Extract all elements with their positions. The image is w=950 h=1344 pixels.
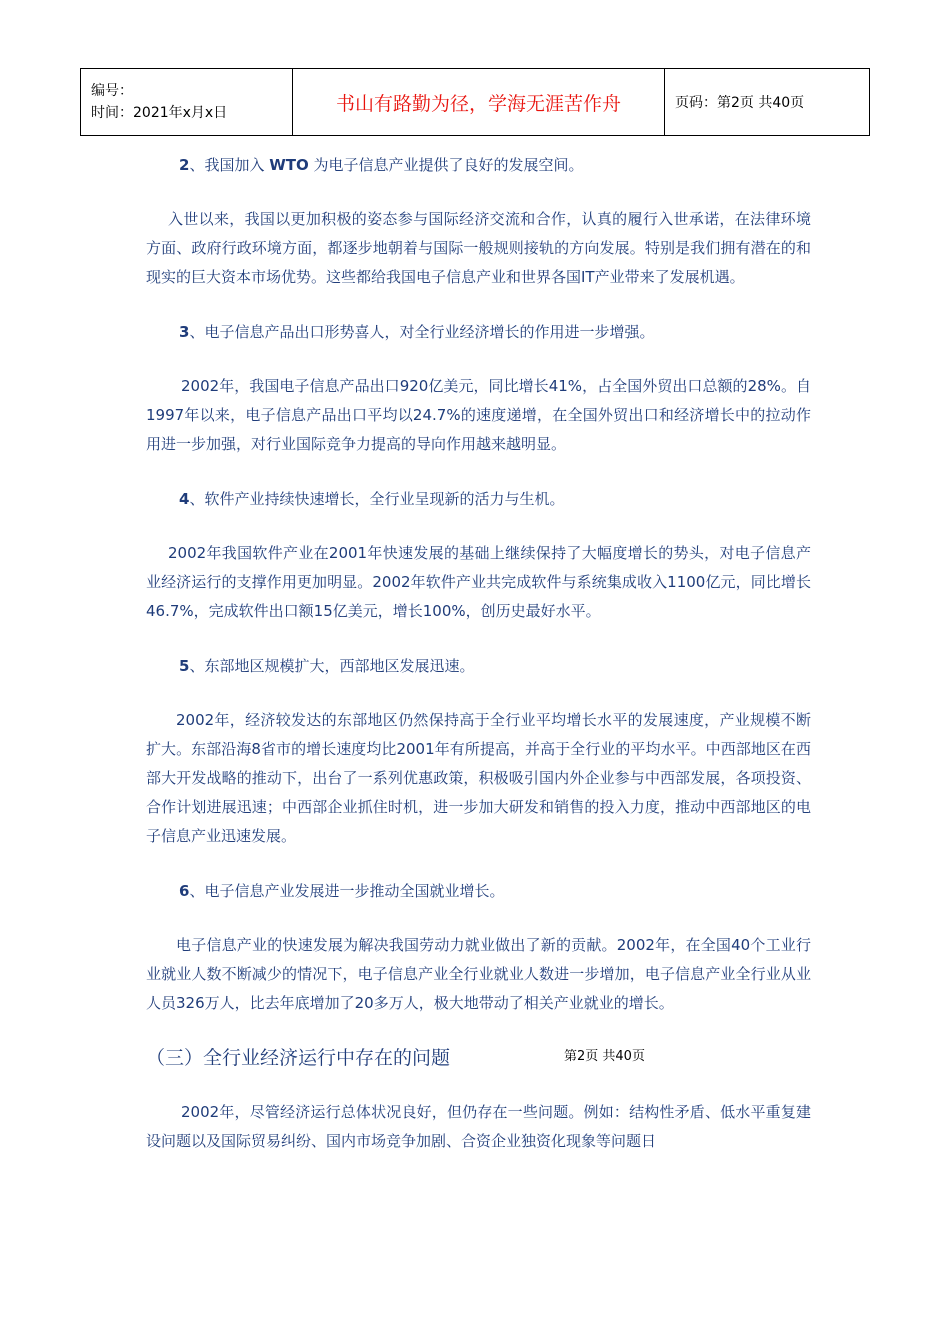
paragraph-software: 2002年我国软件产业在2001年快速发展的基础上继续保持了大幅度增长的势头，对电子信息产业经济运行的支撑作用更加明显。2002年软件产业共完成软件与系统集成收入1100亿元，同比增长46.7%，完成软件出口额15亿美元，增长100%，创历史最好水平。 — [146, 544, 811, 620]
page-label: 页码：第2页 共40页 — [665, 69, 870, 136]
section-3-row — [146, 1043, 811, 1073]
page-footer: 第2页 共40页 — [564, 1049, 645, 1064]
paragraph-problems: 2002年，尽管经济运行总体状况良好，但仍存在一些问题。例如：结构性矛盾、低水平重复建设问题以及国际贸易纠纷、国内市场竞争加剧、合资企业独资化现象等问题日 — [146, 1103, 811, 1150]
header-table — [80, 68, 870, 136]
paragraph-wto: 入世以来，我国以更加积极的姿态参与国际经济交流和合作，认真的履行入世承诺，在法律环境方面、政府行政环境方面，都逐步地朝着与国际一般规则接轨的方向发展。特别是我们拥有潜在的和现实的巨大资本市场优势。这些都给我国电子信息产业和世界各国IT产业带来了发展机遇。 — [146, 210, 811, 286]
section-heading-4: 4、软件产业持续快速增长，全行业呈现新的活力与生机。 — [179, 490, 565, 508]
section-heading-3: 3、电子信息产品出口形势喜人，对全行业经济增长的作用进一步增强。 — [179, 323, 655, 341]
section-3-title: （三）全行业经济运行中存在的问题 — [146, 1047, 451, 1069]
paragraph-export: 2002年，我国电子信息产品出口920亿美元，同比增长41%，占全国外贸出口总额的28%。自1997年以来，电子信息产品出口平均以24.7%的速度递增，在全国外贸出口和经济增长中的拉动作用进一步加强，对行业国际竞争力提高的导向作用越来越明显。 — [146, 377, 811, 453]
section-heading-6: 6、电子信息产业发展进一步推动全国就业增长。 — [179, 882, 505, 900]
serial-label: 编号： — [91, 83, 133, 99]
motto: 书山有路勤为径，学海无涯苦作舟 — [293, 69, 665, 136]
paragraph-regions: 2002年，经济较发达的东部地区仍然保持高于全行业平均增长水平的发展速度，产业规模不断扩大。东部沿海8省市的增长速度均比2001年有所提高，并高于全行业的平均水平。中西部地区在西部大开发战略的推动下，出台了一系列优惠政策，积极吸引国内外企业参与中西部发展，各项投资、合作计划进展迅速；中西部企业抓住时机，进一步加大研发和销售的投入力度，推动中西部地区的电子信息产业迅速发展。 — [146, 711, 811, 845]
header-info-cell — [81, 69, 293, 136]
section-heading-2: 2、我国加入 WTO 为电子信息产业提供了良好的发展空间。 — [179, 156, 584, 174]
paragraph-employment: 电子信息产业的快速发展为解决我国劳动力就业做出了新的贡献。2002年，在全国40个工业行业就业人数不断减少的情况下，电子信息产业全行业就业人数进一步增加，电子信息产业全行业从业人员326万人，比去年底增加了20多万人，极大地带动了相关产业就业的增长。 — [146, 936, 811, 1012]
document-body — [146, 150, 811, 1156]
section-heading-5: 5、东部地区规模扩大，西部地区发展迅速。 — [179, 657, 475, 675]
time-label: 时间：2021年x月x日 — [91, 105, 228, 121]
